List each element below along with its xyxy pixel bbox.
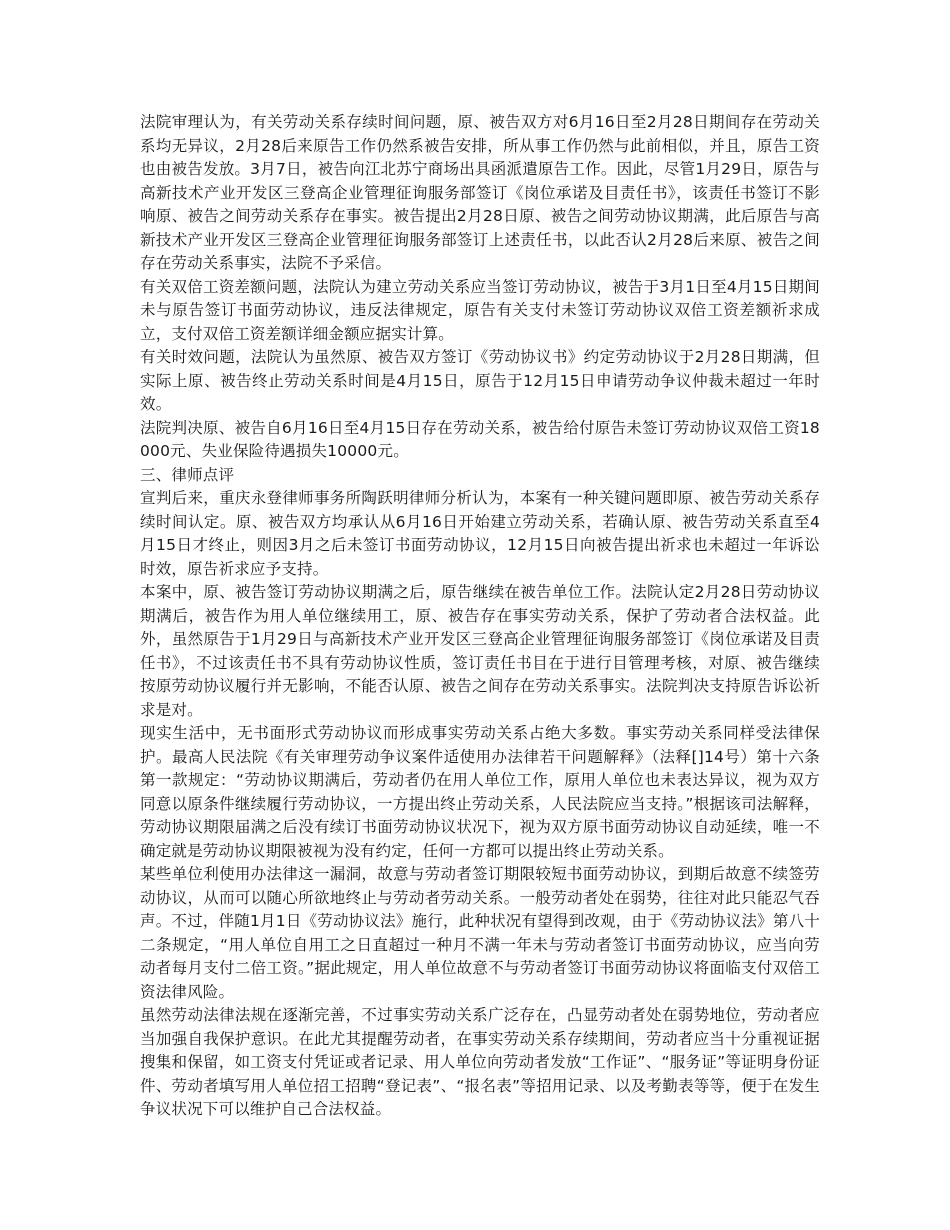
paragraph-court-ruling-relationship: 法院审理认为，有关劳动关系存续时间问题，原、被告双方对6月16日至2月28日期间存在劳动关系均无异议，2月28后来原告工作仍然系被告安排，所从事工作仍然与此前相似，并且，原告工资也由被告发放。3月7日，被告向江北苏宁商场出具函派遣原告工作。因此，尽管1月29日，原告与高新技术产业开发区三登高企业管理征询服务部签订《岗位承诺及目责任书》，该责任书签订不影响原、被告之间劳动关系存在事实。被告提出2月28日原、被告之间劳动协议期满，此后原告与高新技术产业开发区三登高企业管理征询服务部签订上述责任书，以此否认2月28后来原、被告之间存在劳动关系事实，法院不予采信。 <box>140 113 820 272</box>
paragraph-worker-protection: 虽然劳动法律法规在逐渐完善，不过事实劳动关系广泛存在，凸显劳动者处在弱势地位，劳动者应当加强自我保护意识。在此尤其提醒劳动者，在事实劳动关系存续期间，劳动者应当十分重视证据搜集和保留，如工资支付凭证或者记录、用人单位向劳动者发放“工作证”、“服务证”等证明身份证件、劳动者填写用人单位招工招聘“登记表”、“报名表”等招用记录、以及考勤表等等，便于在发生争议状况下可以维护自己合法权益。 <box>140 1006 820 1118</box>
paragraph-legal-loophole: 某些单位利使用办法律这一漏洞，故意与劳动者签订期限较短书面劳动协议，到期后故意不续签劳动协议，从而可以随心所欲地终止与劳动者劳动关系。一般劳动者处在弱势，往往对此只能忍气吞声。不过，伴随1月1日《劳动协议法》施行，此种状况有望得到改观，由于《劳动协议法》第八十二条规定，“用人单位自用工之日直超过一种月不满一年未与劳动者签订书面劳动协议，应当向劳动者每月支付二倍工资。”据此规定，用人单位故意不与劳动者签订书面劳动协议将面临支付双倍工资法律风险。 <box>140 865 820 1001</box>
paragraph-limitation-issue: 有关时效问题，法院认为虽然原、被告双方签订《劳动协议书》约定劳动协议于2月28日期满，但实际上原、被告终止劳动关系时间是4月15日，原告于12月15日申请劳动争议仲裁未超过一年时效。 <box>140 348 820 413</box>
section-heading-lawyer-comment: 三、律师点评 <box>140 465 235 484</box>
paragraph-double-wage-issue: 有关双倍工资差额问题，法院认为建立劳动关系应当签订劳动协议，被告于3月1日至4月15日期间未与原告签订书面劳动协议，违反法律规定，原告有关支付未签订劳动协议双倍工资差额祈求成立，支付双倍工资差额详细金额应据实计算。 <box>140 277 820 343</box>
document-body <box>140 111 820 1122</box>
paragraph-case-discussion: 本案中，原、被告签订劳动协议期满之后，原告继续在被告单位工作。法院认定2月28日劳动协议期满后，被告作为用人单位继续用工，原、被告存在事实劳动关系，保护了劳动者合法权益。此外，虽然原告于1月29日与高新技术产业开发区三登高企业管理征询服务部签订《岗位承诺及目责任书》，不过该责任书不具有劳动协议性质，签订责任书目在于进行目管理考核，对原、被告继续按原劳动协议履行并无影响，不能否认原、被告之间存在劳动关系事实。法院判决支持原告诉讼祈求是对。 <box>140 583 820 719</box>
paragraph-lawyer-analysis: 宣判后来，重庆永登律师事务所陶跃明律师分析认为，本案有一种关键问题即原、被告劳动关系存续时间认定。原、被告双方均承认从6月16日开始建立劳动关系，若确认原、被告劳动关系直至4月15日才终止，则因3月之后未签订书面劳动协议，12月15日向被告提出祈求也未超过一年诉讼时效，原告祈求应予支持。 <box>140 489 820 578</box>
paragraph-de-facto-relationship: 现实生活中，无书面形式劳动协议而形成事实劳动关系占绝大多数。事实劳动关系同样受法律保护。最高人民法院《有关审理劳动争议案件适使用办法律若干问题解释》（法释[]14号）第十六条第一款规定：“劳动协议期满后，劳动者仍在用人单位工作，原用人单位也未表达异议，视为双方同意以原条件继续履行劳动协议，一方提出终止劳动关系，人民法院应当支持。”根据该司法解释，劳动协议期限届满之后没有续订书面劳动协议状况下，视为双方原书面劳动协议自动延续，唯一不确定就是劳动协议期限被视为没有约定，任何一方都可以提出终止劳动关系。 <box>140 724 820 860</box>
paragraph-judgment: 法院判决原、被告自6月16日至4月15日存在劳动关系，被告给付原告未签订劳动协议双倍工资18000元、失业保险待遇损失10000元。 <box>140 418 820 460</box>
